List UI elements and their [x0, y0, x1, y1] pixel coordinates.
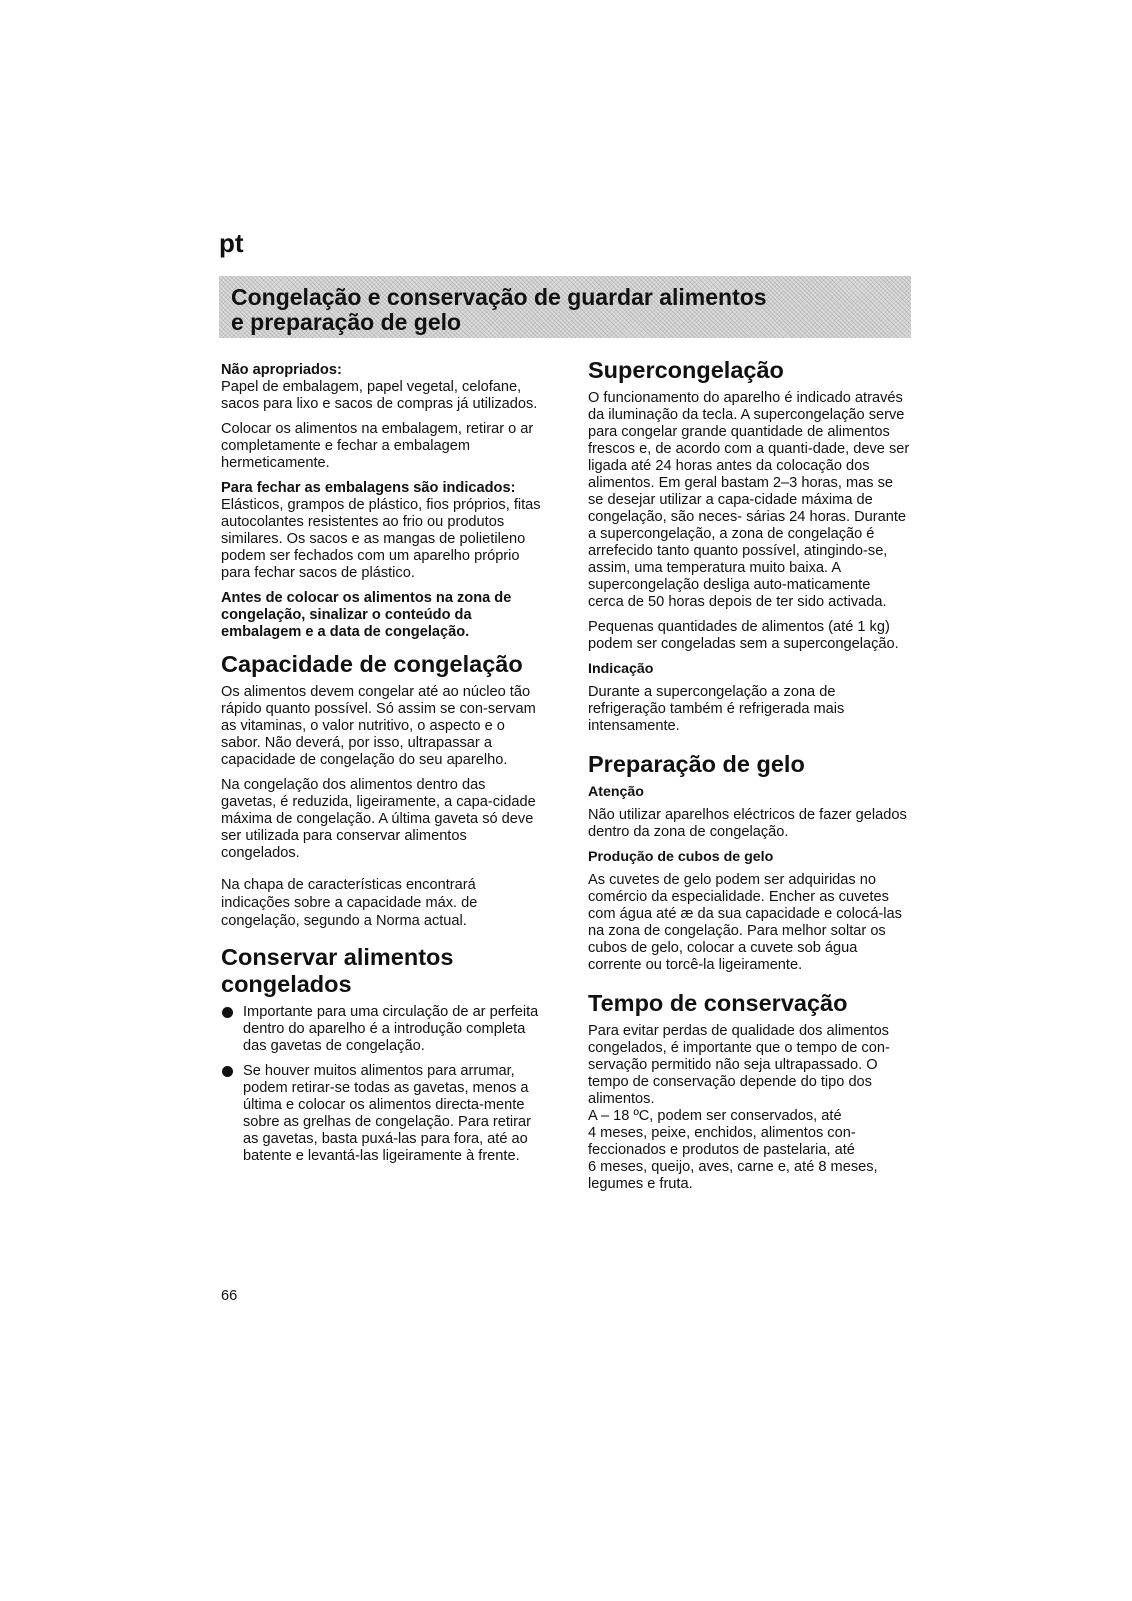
atencao-label: Atenção	[588, 784, 644, 800]
gelo-heading: Preparação de gelo	[588, 751, 805, 777]
tempo-paragraph-3: 4 meses, peixe, enchidos, alimentos con-feccionados e produtos de pastelaria, até	[588, 1125, 856, 1158]
banner-title-line1: Congelação e conservação de guardar alimentos	[231, 284, 767, 310]
fechar-label: Para fechar as embalagens são indicados:	[221, 480, 516, 496]
capacidade-heading: Capacidade de congelação	[221, 651, 523, 677]
left-column	[221, 362, 543, 1173]
list-item	[221, 1063, 543, 1165]
tempo-paragraph-1: Para evitar perdas de qualidade dos alimentos congelados, é importante que o tempo de con- servação permitido não seja ultrapassado. O tempo de conservação depende do tipo dos alimentos.	[588, 1023, 890, 1107]
supercongelacao-paragraph-2: Pequenas quantidades de alimentos (até 1 kg) podem ser congeladas sem a supercongelação.	[588, 619, 899, 652]
conservar-heading: Conservar alimentos congelados	[221, 944, 454, 997]
bullet-text: Se houver muitos alimentos para arrumar, podem retirar-se todas as gavetas, menos a última e colocar os alimentos directa-mente sobre as grelhas de congelação. Para retirar as gavetas, basta puxá-las para fora, até ao batente e levantá-las ligeiramente à frente.	[243, 1063, 531, 1164]
tempo-paragraph-2: A – 18 ºC, podem ser conservados, até	[588, 1108, 842, 1124]
supercongelacao-paragraph-1: O funcionamento do aparelho é indicado através da iluminação da tecla. A supercongelação serve para congelar grande quantidade de alimentos frescos e, de acordo com a quanti-dade, deve ser ligada até 24 horas antes da colocação dos alimentos. Em geral bastam 2–3 horas, mas se se desejar utilizar a capa-cidade máxima de congelação, são neces- sárias 24 horas. Durante a supercongelação, a zona de congelação é arrefecido tanto quanto possível, atingindo-se, assim, uma temperatura muito baixa. A supercongelação desliga auto-maticamente cerca de 50 horas depois de ter sido activada.	[588, 390, 910, 610]
section-banner	[219, 276, 911, 338]
tempo-paragraph-4: 6 meses, queijo, aves, carne e, até 8 meses, legumes e fruta.	[588, 1159, 878, 1192]
capacidade-paragraph-3: Na chapa de características encontrará indicações sobre a capacidade máx. de congelação, segundo a Norma actual.	[221, 877, 478, 929]
indicacao-text: Durante a supercongelação a zona de refrigeração também é refrigerada mais intensamente.	[588, 684, 845, 734]
right-column	[588, 357, 910, 1193]
capacidade-paragraph-1: Os alimentos devem congelar até ao núcleo tão rápido quanto possível. Só assim se con-servam as vitaminas, o valor nutritivo, o aspecto e o sabor. Não deverá, por isso, ultrapassar a capacidade de congelação do seu aparelho.	[221, 684, 536, 768]
producao-label: Produção de cubos de gelo	[588, 849, 774, 865]
indicacao-label: Indicação	[588, 661, 654, 677]
list-item	[221, 1004, 543, 1055]
atencao-text: Não utilizar aparelhos eléctricos de fazer gelados dentro da zona de congelação.	[588, 807, 907, 840]
tempo-heading: Tempo de conservação	[588, 990, 848, 1016]
banner-title-line2: e preparação de gelo	[231, 309, 462, 335]
fechar-text: Elásticos, grampos de plástico, fios próprios, fitas autocolantes resistentes ao frio ou produtos similares. Os sacos e as mangas de polietileno podem ser fechados com um aparelho próprio para fechar sacos de plástico.	[221, 497, 541, 581]
banner-title	[219, 276, 911, 335]
bullet-text: Importante para uma circulação de ar perfeita dentro do aparelho é a introdução completa das gavetas de congelação.	[243, 1004, 539, 1054]
supercongelacao-heading: Supercongelação	[588, 357, 784, 383]
conservar-list	[221, 1004, 543, 1165]
bullet-icon	[222, 1007, 233, 1018]
bullet-icon	[222, 1066, 233, 1077]
language-tag: pt	[219, 228, 244, 258]
producao-text: As cuvetes de gelo podem ser adquiridas no comércio da especialidade. Encher as cuvetes com água até æ da sua capacidade e colocá-las na zona de congelação. Para melhor soltar os cubos de gelo, colocar a cuvete sob água corrente ou torcê-la ligeiramente.	[588, 872, 902, 973]
capacidade-paragraph-2: Na congelação dos alimentos dentro das gavetas, é reduzida, ligeiramente, a capa-cidade máxima de congelação. A última gaveta só deve ser utilizada para conservar alimentos congelados.	[221, 777, 536, 861]
nao-apropriados-label: Não apropriados:	[221, 362, 342, 378]
nao-apropriados-text: Papel de embalagem, papel vegetal, celofane, sacos para lixo e sacos de compras já utilizados.	[221, 379, 538, 412]
page-number: 66	[221, 1288, 238, 1304]
colocar-text: Colocar os alimentos na embalagem, retirar o ar completamente e fechar a embalagem hermeticamente.	[221, 421, 534, 471]
antes-notice: Antes de colocar os alimentos na zona de congelação, sinalizar o conteúdo da embalagem e a data de congelação.	[221, 590, 512, 640]
